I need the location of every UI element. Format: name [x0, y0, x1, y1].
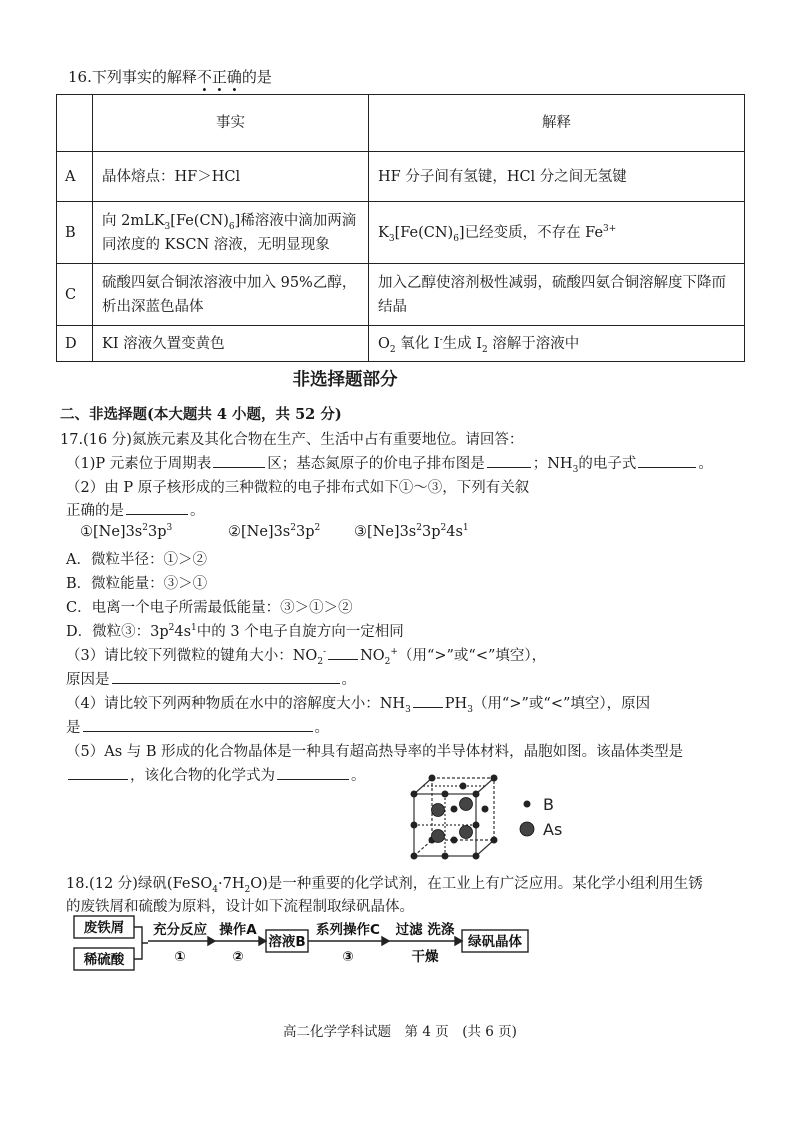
q17-part4-reason: 是 。: [66, 716, 329, 737]
answer-blank[interactable]: [68, 765, 128, 780]
cell-edges: [414, 778, 494, 856]
answer-blank[interactable]: [487, 453, 531, 468]
config-3: $③[Ne]3s^23p^24s^1$: [354, 523, 469, 540]
legend-as-icon: [520, 822, 534, 836]
emphasis-char: 确: [226, 68, 242, 86]
box-iron-scrap-label: 废铁屑: [83, 920, 125, 936]
step-1-number: ①: [174, 949, 186, 965]
answer-blank[interactable]: [638, 453, 696, 468]
option-b: B．微粒能量：③＞①: [66, 576, 208, 592]
legend-as-label: As: [543, 820, 563, 839]
legend-b-label: B: [543, 795, 554, 814]
q18-line2: 的废铁屑和硫酸为原料，设计如下流程制取绿矾晶体。: [66, 899, 414, 915]
row-fact: 晶体熔点：HF＞HCl: [93, 152, 369, 202]
crystal-cell-diagram: [406, 772, 596, 872]
row-fact: KI 溶液久置变黄色: [93, 326, 369, 362]
step-2-label: 操作A: [219, 922, 257, 938]
q17-part3: （3）请比较下列微粒的键角大小：$NO_2^-$ $NO_2^+$（用“>”或“<”填空），: [66, 644, 546, 665]
table-header-row: [57, 95, 745, 152]
table-row: [57, 202, 745, 264]
answer-blank[interactable]: [413, 693, 443, 708]
q17-part2: （2）由 P 原子核形成的三种微粒的电子排布式如下①～③，下列有关叙: [66, 480, 530, 496]
question-16-title: 16.下列事实的解释不正确的是: [68, 68, 272, 86]
config-1: $①[Ne]3s^23p^3$: [80, 523, 173, 540]
config-2: $②[Ne]3s^23p^2$: [228, 523, 321, 540]
q17-part5-cont: ，该化合物的化学式为 。: [66, 764, 366, 785]
header-explain: 解释: [369, 95, 745, 152]
table-row: [57, 264, 745, 326]
page-footer: 高二化学学科试题 第 4 页 (共 6 页): [283, 1024, 517, 1040]
box-solution-b-label: 溶液B: [268, 934, 306, 950]
table-row: [57, 152, 745, 202]
step-2-number: ②: [232, 949, 244, 965]
row-letter: C: [57, 264, 93, 326]
q17-part3-reason: 原因是 。: [66, 668, 356, 689]
part2-heading: 二、非选择题(本大题共 4 小题，共 52 分): [60, 406, 342, 423]
q18-line1: 18.(12 分)绿矾$(FeSO_4\cdot 7H_2O)$是一种重要的化学试剂，在工业上有广泛应用。某化学小组利用生锈: [66, 876, 703, 895]
emphasis-char: 正: [211, 68, 227, 86]
option-a: A．微粒半径：①＞②: [66, 552, 207, 568]
row-explain: $K_3[Fe(CN)_6]$已经变质，不存在 $Fe^{3+}$: [369, 202, 745, 264]
row-letter: D: [57, 326, 93, 362]
section-title: 非选择题部分: [292, 370, 398, 390]
option-c: C．电离一个电子所需最低能量：③＞①＞②: [66, 600, 353, 616]
row-fact: 硫酸四氨合铜浓溶液中加入 95%乙醇，析出深蓝色晶体: [93, 264, 369, 326]
step-3-number: ③: [342, 949, 354, 965]
row-explain: $O_2$ 氧化 I-生成 $I_2$ 溶解于溶液中: [369, 326, 745, 362]
step-4-label: 过滤 洗涤: [395, 922, 455, 938]
answer-blank[interactable]: [126, 500, 188, 515]
process-flow-diagram: [70, 914, 550, 984]
row-explain: 加入乙醇使溶剂极性减弱，硫酸四氨合铜溶解度下降而结晶: [369, 264, 745, 326]
answer-blank[interactable]: [112, 669, 340, 684]
row-fact: 向 $2mLK_3[Fe(CN)_6]$稀溶液中滴加两滴同浓度的 KSCN 溶液，无明显现象: [93, 202, 369, 264]
q17-part1: （1)P 元素位于周期表 区；基态氮原子的价电子排布图是 ；$NH_3$的电子式 。: [66, 452, 713, 473]
as-atoms: [432, 798, 473, 843]
q17-part4: （4）请比较下列两种物质在水中的溶解度大小：$NH_3$ $PH_3$（用“>”或“<”填空），原因: [66, 692, 650, 713]
answer-blank[interactable]: [213, 453, 265, 468]
box-green-vitriol-label: 绿矾晶体: [468, 934, 522, 950]
q17-part2-cont: 正确的是 。: [66, 499, 205, 520]
row-explain: HF 分子间有氢键，HCl 分之间无氢键: [369, 152, 745, 202]
q17-part5: （5）As 与 B 形成的化合物晶体是一种具有超高热导率的半导体材料，晶胞如图。该晶体类型是: [66, 744, 684, 760]
step-3-label: 系列操作C: [316, 922, 380, 938]
box-dilute-acid-label: 稀硫酸: [83, 952, 125, 968]
q17-intro: 17.(16 分)氮族元素及其化合物在生产、生活中占有重要地位。请回答：: [60, 432, 524, 448]
bracket-connector: [134, 927, 148, 959]
answer-blank[interactable]: [328, 645, 358, 660]
row-letter: A: [57, 152, 93, 202]
answer-blank[interactable]: [83, 717, 313, 732]
step-1-label: 充分反应: [153, 922, 207, 938]
option-d: D．微粒③：$3p^24s^1$中的 3 个电子自旋方向一定相同: [66, 623, 404, 640]
legend-b-icon: [524, 801, 531, 808]
step-4-sublabel: 干燥: [411, 949, 439, 965]
row-letter: B: [57, 202, 93, 264]
header-fact: 事实: [93, 95, 369, 152]
answer-blank[interactable]: [277, 765, 349, 780]
table-row: [57, 326, 745, 362]
facts-table: [56, 94, 745, 362]
emphasis-char: 不: [196, 68, 212, 86]
